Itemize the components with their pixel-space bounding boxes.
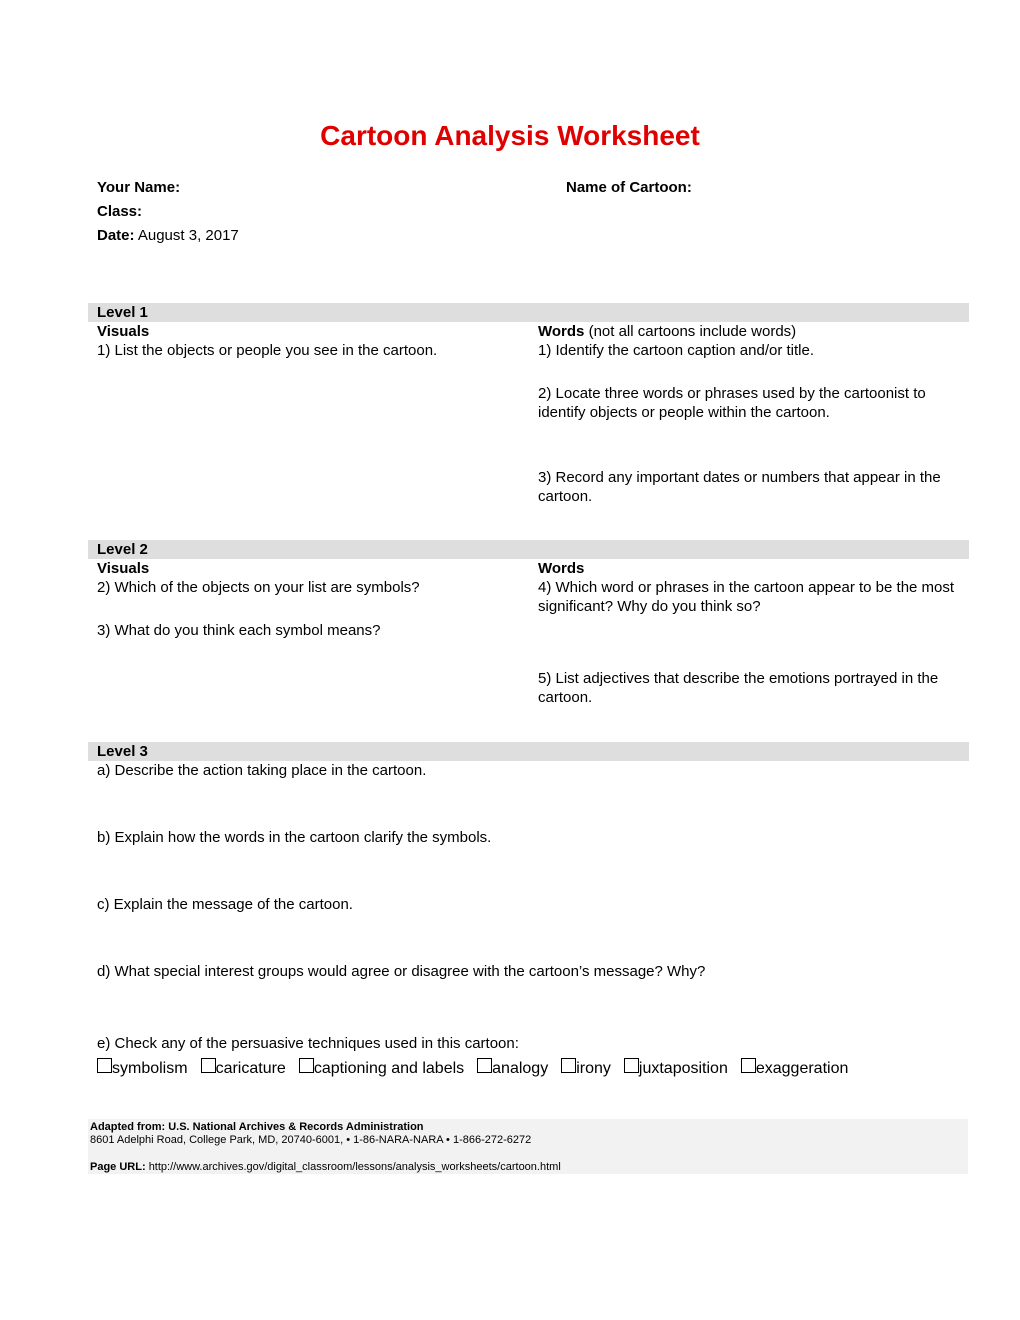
level-1-words-heading: Words [538, 323, 585, 340]
cartoon-name-label: Name of Cartoon: [566, 179, 692, 196]
technique-label: analogy [492, 1060, 549, 1077]
technique-captioning[interactable] [299, 1058, 464, 1078]
technique-label: irony [576, 1060, 611, 1077]
question-d: d) What special interest groups would agree or disagree with the cartoon’s message? Why? [97, 963, 706, 980]
technique-label: symbolism [112, 1060, 188, 1077]
date-value: August 3, 2017 [137, 227, 239, 244]
technique-analogy[interactable] [477, 1058, 548, 1078]
question-visuals-3: 3) What do you think each symbol means? [97, 622, 381, 639]
footer-url-label: Page URL: [90, 1161, 146, 1173]
footer-adapted: Adapted from: U.S. National Archives & Records Administration [90, 1121, 424, 1133]
question-words-5: 5) List adjectives that describe the emotions portrayed in the cartoon. [538, 670, 939, 706]
level-3-bar [88, 742, 969, 761]
checkbox[interactable] [624, 1058, 639, 1073]
checkbox[interactable] [97, 1058, 112, 1073]
footer-url-link[interactable]: http://www.archives.gov/digital_classroom/lessons/analysis_worksheets/cartoon.html [148, 1161, 561, 1173]
question-words-2: 2) Locate three words or phrases used by the cartoonist to identify objects or people within the cartoon. [538, 385, 926, 420]
question-a: a) Describe the action taking place in the cartoon. [97, 762, 427, 779]
technique-label: juxtaposition [638, 1060, 728, 1077]
technique-label: captioning and labels [313, 1060, 465, 1077]
technique-label: exaggeration [755, 1060, 849, 1077]
your-name-field [97, 179, 180, 196]
question-words-4: 4) Which word or phrases in the cartoon appear to be the most significant? Why do you think so? [538, 579, 955, 615]
question-visuals-2: 2) Which of the objects on your list are symbols? [97, 579, 420, 596]
question-words-1: 1) Identify the cartoon caption and/or title. [538, 342, 814, 359]
question-c: c) Explain the message of the cartoon. [97, 896, 353, 913]
date-label: Date: [97, 227, 135, 244]
checkbox[interactable] [477, 1058, 492, 1073]
level-1-words-heading-row [538, 322, 968, 341]
checkbox[interactable] [201, 1058, 216, 1073]
class-field [97, 203, 142, 220]
level-2-visuals-heading: Visuals [97, 560, 150, 577]
footer-url-row [90, 1161, 561, 1173]
your-name-label: Your Name: [97, 179, 181, 196]
question-visuals-1: 1) List the objects or people you see in the cartoon. [97, 342, 438, 359]
source-footer [88, 1119, 968, 1174]
level-2-words-heading: Words [538, 560, 585, 577]
date-field [97, 227, 239, 244]
level-3-heading: Level 3 [97, 743, 148, 760]
level-1-heading: Level 1 [97, 304, 148, 321]
level-2-heading: Level 2 [97, 541, 148, 558]
footer-address: 8601 Adelphi Road, College Park, MD, 20740-6001, • 1-86-NARA-NARA • 1-866-272-6272 [90, 1134, 532, 1146]
question-words-3: 3) Record any important dates or numbers that appear in the cartoon. [538, 469, 941, 505]
technique-caricature[interactable] [201, 1058, 286, 1078]
checkbox[interactable] [299, 1058, 314, 1073]
question-e: e) Check any of the persuasive techniques used in this cartoon: [97, 1035, 519, 1052]
technique-label: caricature [215, 1060, 286, 1077]
level-1-words-note: (not all cartoons include words) [588, 323, 797, 340]
level-2-bar [88, 540, 969, 559]
technique-symbolism[interactable] [97, 1058, 188, 1078]
page-title: Cartoon Analysis Worksheet [320, 120, 700, 151]
checkbox[interactable] [561, 1058, 576, 1073]
class-label: Class: [97, 203, 143, 220]
technique-juxtaposition[interactable] [624, 1058, 728, 1078]
technique-irony[interactable] [561, 1058, 611, 1078]
question-b: b) Explain how the words in the cartoon clarify the symbols. [97, 829, 492, 846]
checkbox[interactable] [741, 1058, 756, 1073]
technique-exaggeration[interactable] [741, 1058, 849, 1078]
level-1-visuals-heading: Visuals [97, 323, 150, 340]
techniques-checklist [97, 1058, 861, 1078]
level-1-bar [88, 303, 969, 322]
